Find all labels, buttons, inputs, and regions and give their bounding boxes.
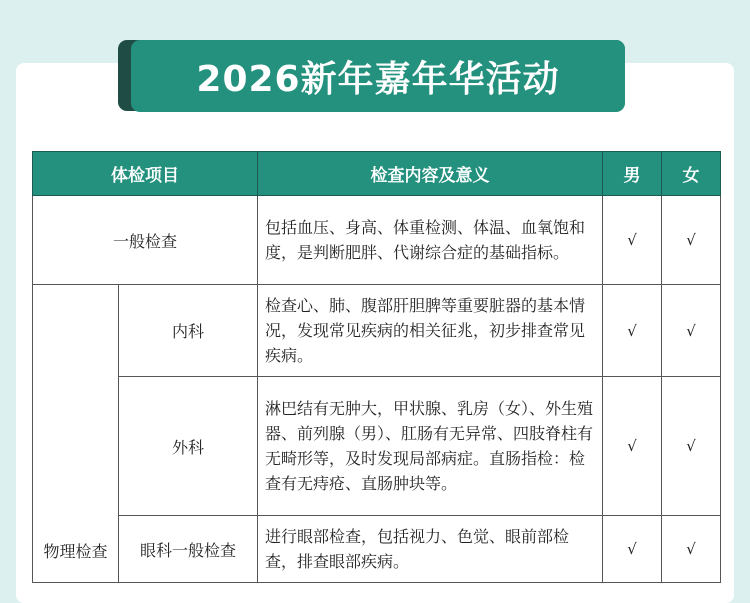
- sub-item-name: 外科: [119, 377, 258, 516]
- header-female: 女: [662, 152, 721, 196]
- female-check: √: [662, 285, 721, 377]
- group-name: 物理检查: [33, 285, 119, 583]
- table-row: [33, 516, 721, 583]
- male-check: √: [603, 516, 662, 583]
- male-check: √: [603, 285, 662, 377]
- table-row: [33, 196, 721, 285]
- female-check: √: [662, 196, 721, 285]
- table-row: [33, 377, 721, 516]
- sub-item-name: 内科: [119, 285, 258, 377]
- header-content: 检查内容及意义: [258, 152, 603, 196]
- table-row: [33, 285, 721, 377]
- female-check: √: [662, 516, 721, 583]
- item-description: 检查心、肺、腹部肝胆脾等重要脏器的基本情况，发现常见疾病的相关征兆，初步排查常见疾病。: [258, 285, 603, 377]
- sub-item-name: 眼科一般检查: [119, 516, 258, 583]
- female-check: √: [662, 377, 721, 516]
- exam-items-table: [32, 151, 721, 583]
- header-male: 男: [603, 152, 662, 196]
- header-item: 体检项目: [33, 152, 258, 196]
- page-title: 2026新年嘉年华活动: [131, 40, 625, 112]
- item-description: 包括血压、身高、体重检测、体温、血氧饱和度，是判断肥胖、代谢综合症的基础指标。: [258, 196, 603, 285]
- male-check: √: [603, 377, 662, 516]
- male-check: √: [603, 196, 662, 285]
- table-header-row: [33, 152, 721, 196]
- item-name: 一般检查: [33, 196, 258, 285]
- item-description: 淋巴结有无肿大，甲状腺、乳房（女）、外生殖器、前列腺（男）、肛肠有无异常、四肢脊柱有无畸形等，及时发现局部病症。直肠指检：检查有无痔疮、直肠肿块等。: [258, 377, 603, 516]
- item-description: 进行眼部检查，包括视力、色觉、眼前部检查，排查眼部疾病。: [258, 516, 603, 583]
